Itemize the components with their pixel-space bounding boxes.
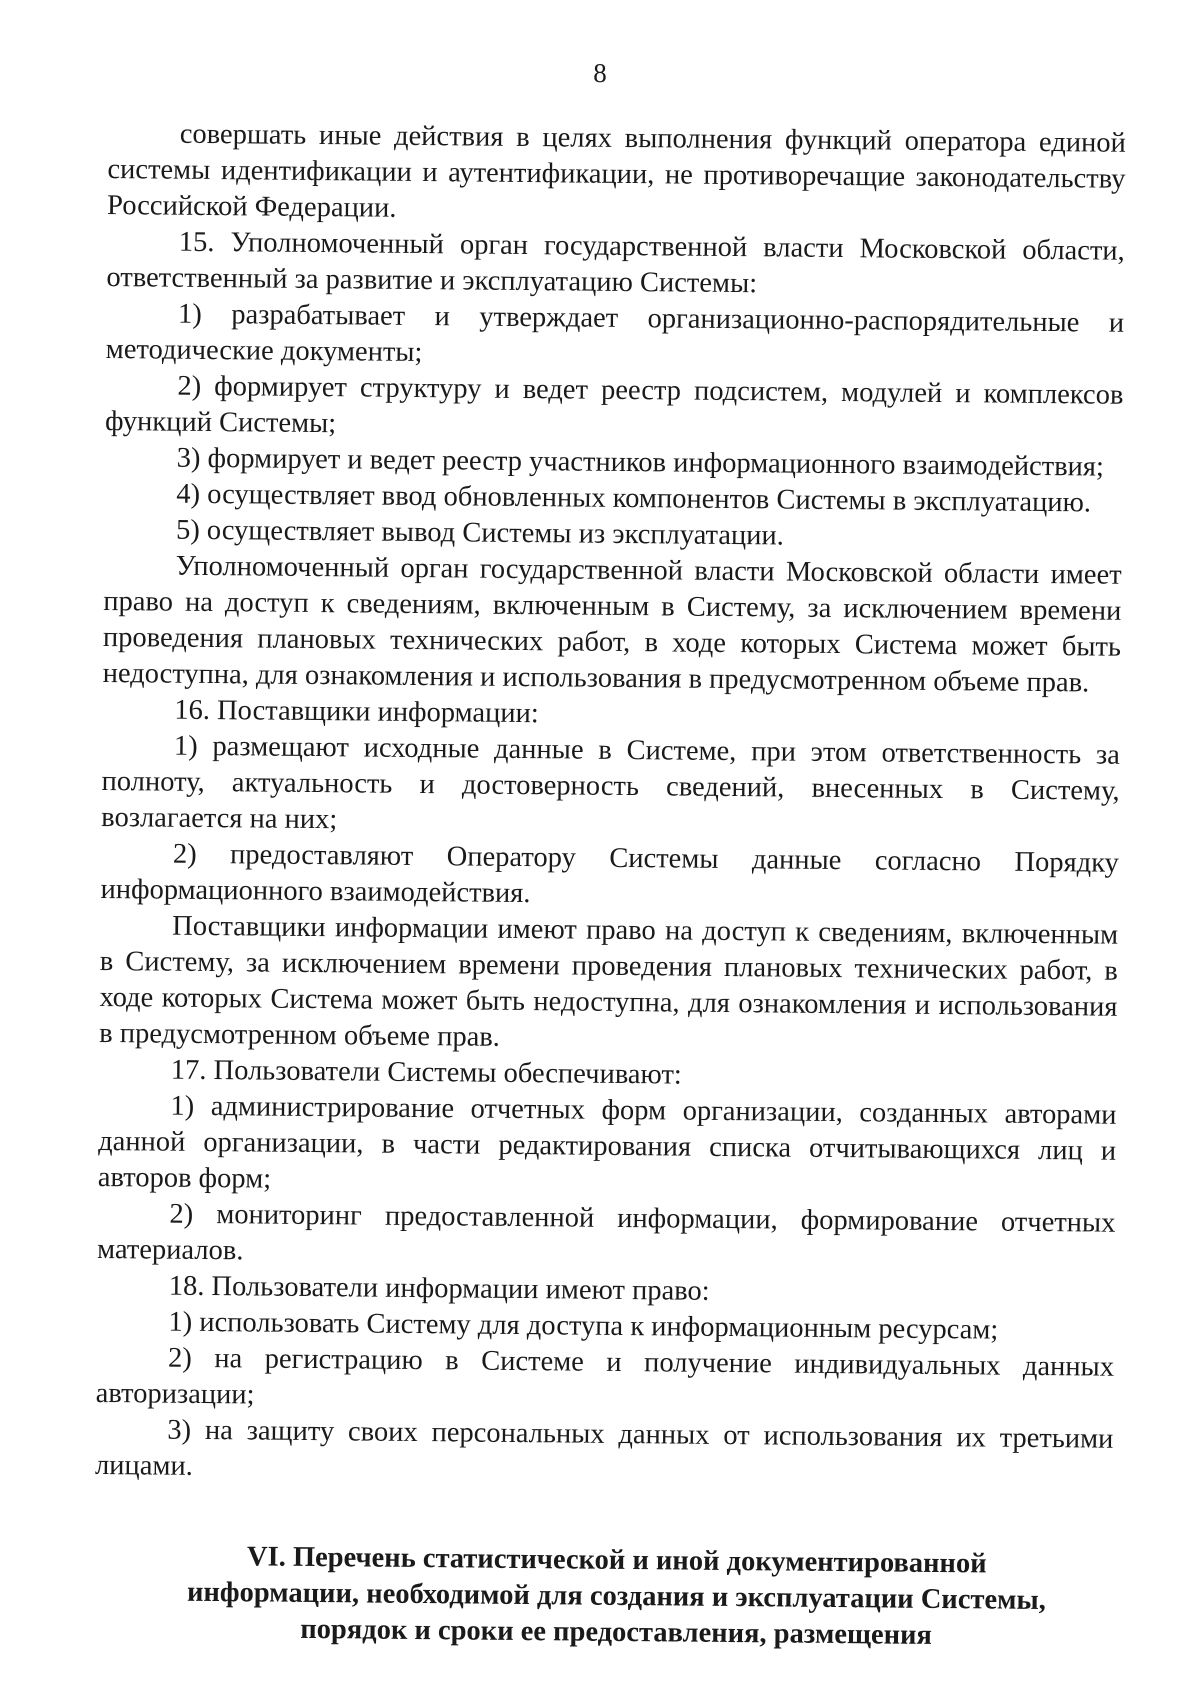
paragraph: 2) предоставляют Оператору Системы данные согласно Порядку информационного взаимодействия. xyxy=(100,838,1120,910)
paragraph: 5) осуществляет вывод Системы из эксплуатации. xyxy=(175,514,785,552)
paragraph: 2) на регистрацию в Системе и получение индивидуальных данных авторизации; xyxy=(95,1342,1115,1411)
section-heading-line: порядок и сроки ее предоставления, размещения xyxy=(300,1613,933,1651)
paragraph: 16. Поставщики информации: xyxy=(174,694,539,730)
paragraph: 2) мониторинг предоставленной информации, формирование отчетных материалов. xyxy=(96,1198,1116,1267)
paragraph: 15. Уполномоченный орган государственной власти Московской области, ответственный за развитие и эксплуатацию Системы: xyxy=(106,226,1125,300)
section-heading-line: VI. Перечень статистической и иной документированной xyxy=(246,1541,987,1580)
paragraph: 3) на защиту своих персональных данных от использования их третьими лицами. xyxy=(94,1414,1114,1482)
paragraph: 17. Пользователи Системы обеспечивают: xyxy=(170,1054,682,1091)
paragraph: 2) формирует структуру и ведет реестр подсистем, модулей и комплексов функций Системы; xyxy=(104,370,1124,440)
paragraph: Уполномоченный орган государственной власти Московской области имеет право на доступ к сведениям, включенным в Систему, за исключением времени проведения плановых технических работ, в ходе которых Система может быть недоступна, для ознакомления и использования в предусмотренном объеме прав. xyxy=(102,550,1122,699)
section-heading-line: информации, необходимой для создания и эксплуатации Системы, xyxy=(186,1576,1047,1617)
paragraph: 18. Пользователи информации имеют право: xyxy=(168,1270,710,1307)
paragraph: 1) размещают исходные данные в Системе, при этом ответственность за полноту, актуальность и достоверность сведений, внесенных в Систему, возлагается на них; xyxy=(101,730,1121,836)
paragraph: 1) использовать Систему для доступа к информационным ресурсам; xyxy=(168,1306,999,1346)
page-number: 8 xyxy=(593,58,607,88)
section-heading xyxy=(107,1538,1126,1656)
paragraph: совершать иные действия в целях выполнения функций оператора единой системы идентификации и аутентификации, не противоречащие законодательству Российской Федерации. xyxy=(106,118,1126,224)
body-text xyxy=(95,116,1126,1494)
paragraph: 3) формирует и ведет реестр участников информационного взаимодействия; xyxy=(176,442,1105,483)
paragraph: Поставщики информации имеют право на доступ к сведениям, включенным в Систему, за исключением времени проведения плановых технических работ, в ходе которых Система может быть недоступна, для ознакомления и использования в предусмотренном объеме прав. xyxy=(99,910,1119,1053)
paragraph: 1) администрирование отчетных форм организации, созданных авторами данной организации, в части редактирования списка отчитывающихся лиц и авторов форм; xyxy=(97,1090,1117,1195)
paragraph: 4) осуществляет ввод обновленных компонентов Системы в эксплуатацию. xyxy=(176,478,1092,519)
paragraph: 1) разрабатывает и утверждает организационно-распорядительные и методические документы; xyxy=(105,298,1125,369)
